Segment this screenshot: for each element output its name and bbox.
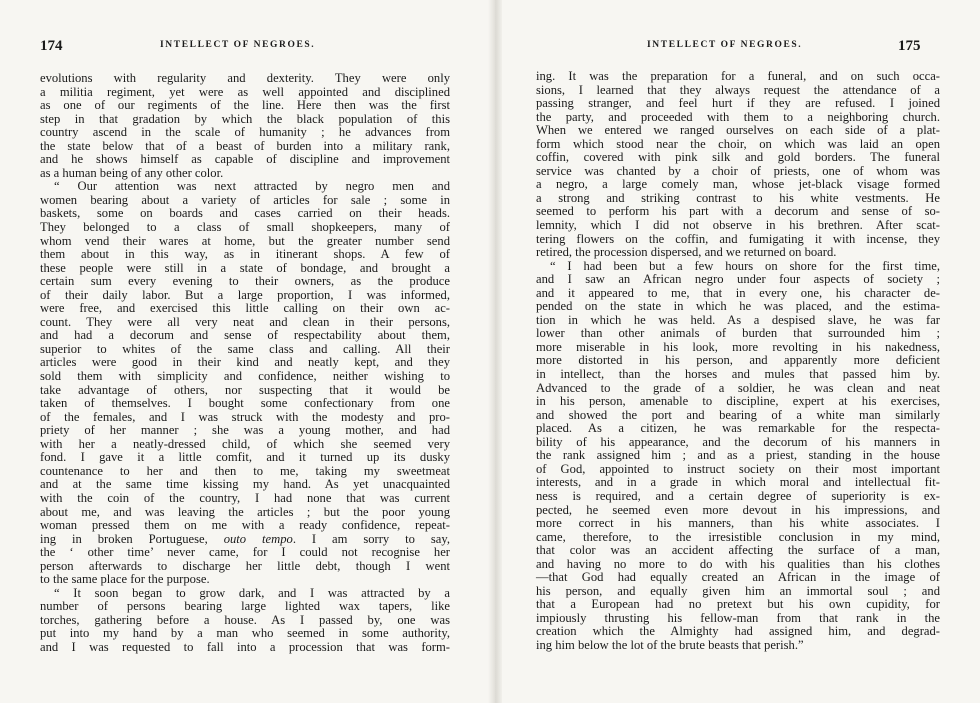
text-line: and showed the port and bearing of a white man similarly xyxy=(536,407,940,422)
text-line: to the same place for the purpose. xyxy=(40,572,210,587)
text-line: of the females, and I was struck with the modesty and pro- xyxy=(40,409,450,424)
text-line: They belonged to a class of small shopkeepers, many of xyxy=(40,220,450,235)
body-text xyxy=(40,72,450,655)
text-line: of their daily labor. But a large proportion, I was informed, xyxy=(40,287,450,302)
text-line: the ‘ other time’ never came, for I could not recognise her xyxy=(40,545,450,560)
text-line: tion in which he was held. As a despised slave, he was far xyxy=(536,312,940,327)
text-line: a militia regiment, yet were as well appointed and disciplined xyxy=(40,84,450,99)
text-line: with her a neatly-dressed child, of which she seemed very xyxy=(40,436,450,451)
text-line: “ Our attention was next attracted by negro men and xyxy=(54,179,450,194)
text-line: came, therefore, to the irresistible conclusion in my mind, xyxy=(536,529,940,544)
text-line: these people were still in a state of bondage, and brought a xyxy=(40,260,450,275)
text-line: Advanced to the grade of a soldier, he was clean and neat xyxy=(536,380,940,395)
text-line: a negro, a large comely man, whose jet-black visage formed xyxy=(536,177,940,192)
text-line: in intellect, than the horses and mules that passed him by. xyxy=(536,367,940,382)
text-line: When we entered we ranged ourselves on each side of a plat- xyxy=(536,123,940,138)
text-line: and having no more to do with his qualities than his clothes xyxy=(536,556,940,571)
text-line: the state below that of a beast of burden into a military rank, xyxy=(40,138,450,153)
text-line: country ascend in the scale of humanity ; he advances from xyxy=(40,125,450,140)
text-line: them about in this way, as in itinerant shops. A few of xyxy=(40,247,450,262)
text-line: ing in broken Portuguese, outo tempo. I am sorry to say, xyxy=(40,531,450,546)
text-line: taken of themselves. I bought some confectionary from one xyxy=(40,396,450,411)
text-line: and had a decorum and sense of respectability about them, xyxy=(40,328,450,343)
text-line: pended on the state in which he was placed, and the estima- xyxy=(536,299,940,314)
text-line: countenance to her and then to me, taking my sweetmeat xyxy=(40,463,450,478)
body-text xyxy=(536,70,940,653)
text-line: more correct in his manners, than his white associates. I xyxy=(536,516,940,531)
text-line: as one of our regiments of the line. Here then was the first xyxy=(40,98,450,113)
text-line: priety of her manner ; she was a young mother, and had xyxy=(40,423,450,438)
text-line: woman pressed them on me with a ready confidence, repeat- xyxy=(40,518,450,533)
text-line: the party, and proceeded with them to a neighboring church. xyxy=(536,109,940,124)
text-line: placed. As a citizen, he was remarkable for the respecta- xyxy=(536,421,940,436)
text-line: retired, the procession dispersed, and we returned on board. xyxy=(536,245,837,260)
text-line: “ It soon began to grow dark, and I was attracted by a xyxy=(54,585,450,600)
text-line: put into my hand by a man who seemed in some authority, xyxy=(40,626,450,641)
text-line: a strong and striking contrast to his white vestments. He xyxy=(536,190,940,205)
text-line: take advantage of others, nor suspecting that it would be xyxy=(40,382,450,397)
text-line: lemnity, which I did not observe in his brethren. After scat- xyxy=(536,218,940,233)
text-line: and he shows himself as capable of discipline and improvement xyxy=(40,152,450,167)
text-line: and I saw an African negro under four aspects of society ; xyxy=(536,272,940,287)
text-line: whom vend their wares at home, but the greater number send xyxy=(40,233,450,248)
text-line: his person, and equally given him an immortal soul ; and xyxy=(536,583,940,598)
text-line: ing. It was the preparation for a funeral, and on such occa- xyxy=(536,69,940,83)
text-line: and it appeared to me, that in every one, his character de- xyxy=(536,285,940,300)
text-line: that color was an accident affecting the surface of a man, xyxy=(536,543,940,558)
text-line: count. They were all very neat and clean in their persons, xyxy=(40,314,450,329)
left-page xyxy=(0,0,488,703)
text-line: women bearing about a variety of articles for sale ; some in xyxy=(40,192,450,207)
text-line: impiously thrusting his fellow-man from that rank in the xyxy=(536,610,940,625)
text-line: the rank assigned him ; and as a priest, standing in the house xyxy=(536,448,940,463)
text-line: baskets, some on boards and cases carried on their heads. xyxy=(40,206,450,221)
text-line: as a human being of any other color. xyxy=(40,165,224,180)
text-line: person afterwards to discharge her little debt, though I went xyxy=(40,558,450,573)
text-line: articles were good in their kind and neatly kept, and they xyxy=(40,355,450,370)
page-number: 174 xyxy=(40,38,63,54)
text-line: more distorted in his person, and apparently more deficient xyxy=(536,353,940,368)
text-line: seemed to perform his part with a decorum and sense of so- xyxy=(536,204,940,219)
text-line: step in that gradation by which the black population of this xyxy=(40,111,450,126)
page-number: 175 xyxy=(898,38,921,54)
text-line: number of persons bearing large lighted wax tapers, like xyxy=(40,599,450,614)
text-line: were free, and exercised this little calling on their own ac- xyxy=(40,301,450,316)
text-line: certain sum every evening to their owners, as the produce xyxy=(40,274,450,289)
book-gutter xyxy=(488,0,502,703)
text-line: sold them with simplicity and confidence, neither wishing to xyxy=(40,369,450,384)
text-line: creation which the Almighty had assigned him, and degrad- xyxy=(536,624,940,639)
text-line: and I was requested to fall into a procession that was form- xyxy=(40,639,450,654)
text-line: superior to whites of the same class and calling. All their xyxy=(40,341,450,356)
text-line: that a European had no pretext but his own cupidity, for xyxy=(536,597,940,612)
text-line: tering flowers on the coffin, and fumigating it with incense, they xyxy=(536,231,940,246)
text-line: evolutions with regularity and dexterity. They were only xyxy=(40,71,450,85)
text-line: service was chanted by a choir of priests, one of whom was xyxy=(536,163,940,178)
text-line: fond. I gave it a little comfit, and it turned up its dusky xyxy=(40,450,450,465)
text-line: torches, gathering before a house. As I passed by, one was xyxy=(40,612,450,627)
text-line: and at the same time kissing my hand. As yet unacquainted xyxy=(40,477,450,492)
text-line: pected, he seemed even more devout in his impressions, and xyxy=(536,502,940,517)
text-line: with the coin of the country, I had none that was current xyxy=(40,490,450,505)
text-line: more miserable in his look, more revolting in his nakedness, xyxy=(536,339,940,354)
text-line: lower than other animals of burden that surrounded him ; xyxy=(536,326,940,341)
text-line: of God, appointed to instruct society on their most important xyxy=(536,461,940,476)
text-line: coffin, covered with pink silk and gold borders. The funeral xyxy=(536,150,940,165)
text-line: about me, and was leaving the articles ; but the poor young xyxy=(40,504,450,519)
text-line: in his person, amenable to discipline, expert at his exercises, xyxy=(536,394,940,409)
text-line: —that God had equally created an African in the image of xyxy=(536,570,940,585)
running-head: INTELLECT OF NEGROES. xyxy=(160,40,316,50)
right-page xyxy=(502,0,980,703)
text-line: passing stranger, and feel hurt if they are refused. I joined xyxy=(536,96,940,111)
text-line: ness is required, and a certain degree of superiority is ex- xyxy=(536,488,940,503)
text-line: form which stood near the choir, on which was laid an open xyxy=(536,136,940,151)
text-line: bility of his appearance, and the decorum of his manners in xyxy=(536,434,940,449)
text-line: “ I had been but a few hours on shore for the first time, xyxy=(550,258,940,273)
text-line: interests, and in a grade in which moral and intellectual fit- xyxy=(536,475,940,490)
running-head: INTELLECT OF NEGROES. xyxy=(647,40,803,50)
text-line: ing him below the lot of the brute beasts that perish.” xyxy=(536,637,804,652)
text-line: sions, I learned that they always request the attendance of a xyxy=(536,82,940,97)
